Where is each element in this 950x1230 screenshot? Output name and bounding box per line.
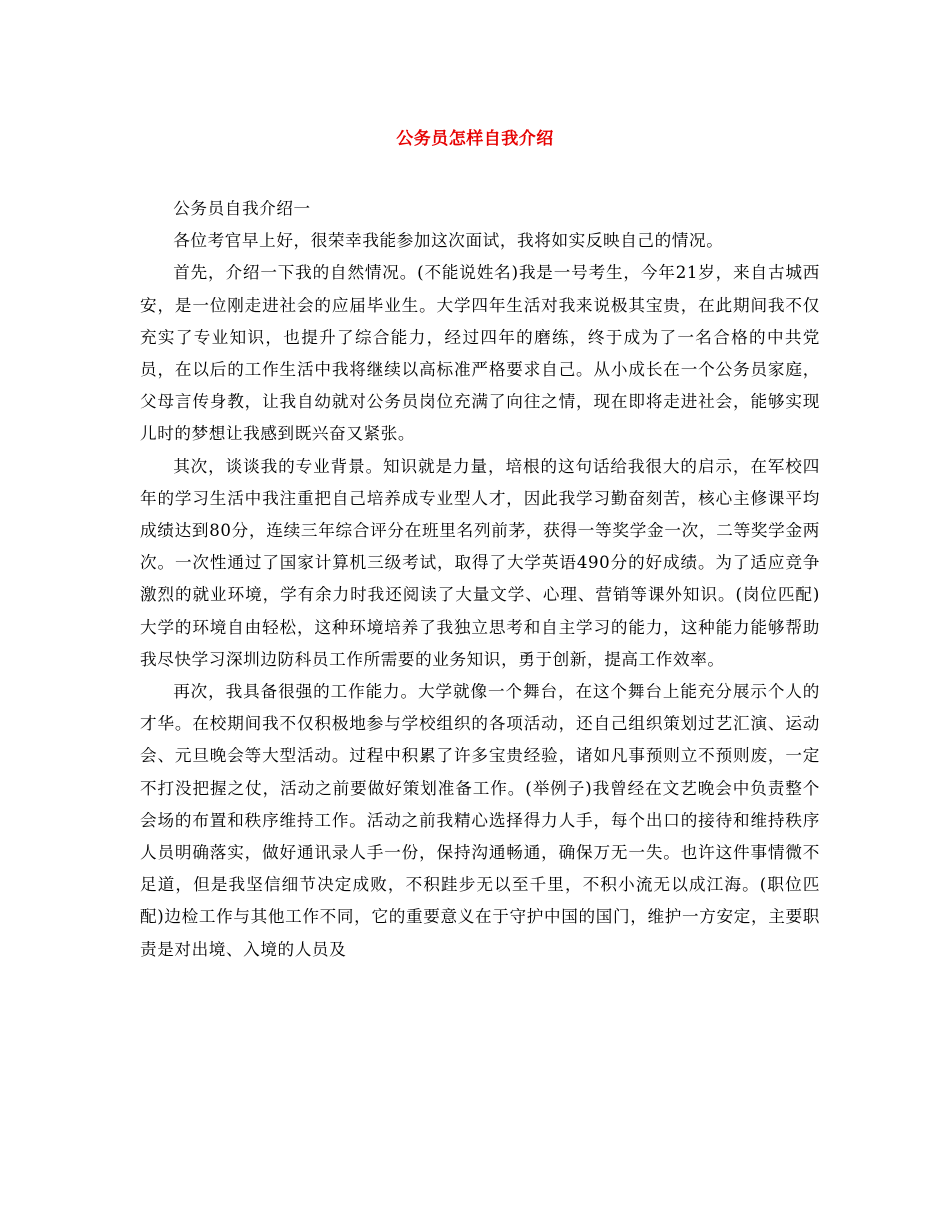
paragraph-professional-background: 其次，谈谈我的专业背景。知识就是力量，培根的这句话给我很大的启示，在军校四年的学习生活中我注重把自己培养成专业型人才，因此我学习勤奋刻苦，核心主修课平均成绩达到80分，连续三年综合评分在班里名列前茅，获得一等奖学金一次，二等奖学金两次。一次性通过了国家计算机三级考试，取得了大学英语490分的好成绩。为了适应竞争激烈的就业环境，学有余力时我还阅读了大量文学、心理、营销等课外知识。(岗位匹配)大学的环境自由轻松，这种环境培养了我独立思考和自主学习的能力，这种能力能够帮助我尽快学习深圳边防科员工作所需要的业务知识，勇于创新，提高工作效率。 [140, 456, 820, 669]
paragraph-personal-info: 首先，介绍一下我的自然情况。(不能说姓名)我是一号考生，今年21岁，来自古城西安，是一位刚走进社会的应届毕业生。大学四年生活对我来说极其宝贵，在此期间我不仅充实了专业知识，也提升了综合能力，经过四年的磨练，终于成为了一名合格的中共党员，在以后的工作生活中我将继续以高标准严格要求自己。从小成长在一个公务员家庭，父母言传身教，让我自幼就对公务员岗位充满了向往之情，现在即将走进社会，能够实现儿时的梦想让我感到既兴奋又紧张。 [140, 263, 820, 444]
document-title: 公务员怎样自我介绍 [396, 129, 554, 149]
document-body [140, 193, 820, 966]
section-heading: 公务员自我介绍一 [173, 199, 311, 218]
paragraph-work-ability: 再次，我具备很强的工作能力。大学就像一个舞台，在这个舞台上能充分展示个人的才华。在校期间我不仅积极地参与学校组织的各项活动，还自己组织策划过艺汇演、运动会、元旦晚会等大型活动。过程中积累了许多宝贵经验，诸如凡事预则立不预则废，一定不打没把握之仗，活动之前要做好策划准备工作。(举例子)我曾经在文艺晚会中负责整个会场的布置和秩序维持工作。活动之前我精心选择得力人手，每个出口的接待和维持秩序人员明确落实，做好通讯录人手一份，保持沟通畅通，确保万无一失。也许这件事情微不足道，但是我坚信细节决定成败，不积跬步无以至千里，不积小流无以成江海。(职位匹配)边检工作与其他工作不同，它的重要意义在于守护中国的国门，维护一方安定，主要职责是对出境、入境的人员及 [140, 682, 820, 959]
paragraph-greeting: 各位考官早上好，很荣幸我能参加这次面试，我将如实反映自己的情况。 [173, 231, 724, 251]
